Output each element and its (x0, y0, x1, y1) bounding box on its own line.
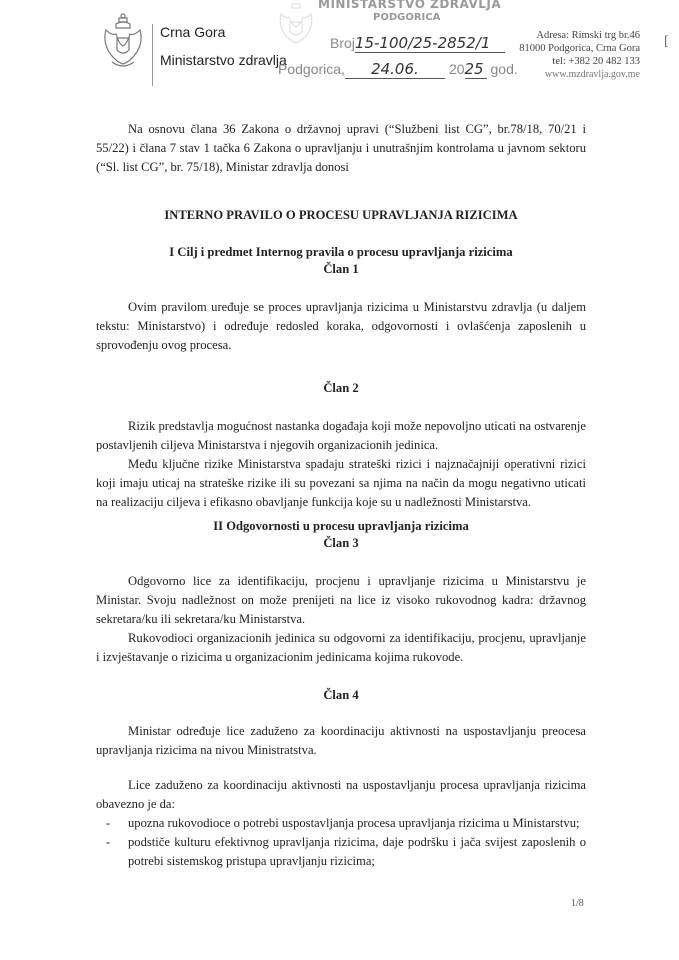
stamp-year-value: 25 (465, 60, 487, 79)
clan2-title: Član 2 (323, 381, 359, 395)
document-title: INTERNO PRAVILO O PROCESU UPRAVLJANJA RIZICIMA (164, 208, 518, 222)
preamble: Na osnovu člana 36 Zakona o državnoj upravi (“Službeni list CG”, br.78/18, 70/21 i 55/22) i člana 7 stav 1 tačka 6 Zakona o upravljanju i unutrašnjim kontrolama u javnom sektoru (“Sl. list CG”, br. 75/18), Ministar zdravlja donosi (96, 122, 586, 174)
address-web: www.mzdravlja.gov.me (544, 69, 640, 80)
stamp-number-row (330, 34, 505, 53)
clan4-title: Član 4 (323, 688, 359, 702)
stamp-place-label: Podgorica, (278, 61, 345, 77)
list-item: - upozna rukovodioce o potrebi uspostavljanja procesa upravljanja rizicima u Ministarstvu; (104, 814, 586, 833)
stamp-crest-icon (278, 0, 314, 50)
header-divider (152, 24, 153, 86)
page-number: 1/8 (571, 898, 584, 909)
clan4-paragraph1: Ministar određuje lice zaduženo za koordinaciju aktivnosti na uspostavljanju preocesa upravljanja rizicima na nivou Ministratstva. (96, 724, 586, 757)
list-item: - podstiče kulturu efektivnog upravljanja rizicima, daje podršku i jača svijest zaposlenih o potrebi sistemskog pristupa upravljanju rizicima; (104, 833, 586, 871)
stamp-date-row (278, 60, 518, 79)
clan2-paragraph1: Rizik predstavlja mogućnost nastanka događaja koji može nepovoljno uticati na ostvarenje postavljenih ciljeva Ministarstva i njegovih organizacionih jedinica. (96, 419, 586, 452)
coat-of-arms-icon (102, 12, 144, 72)
section1-heading: I Cilj i predmet Internog pravila o procesu upravljanja rizicima (169, 245, 513, 259)
stamp-year-suffix: god. (490, 61, 518, 77)
clan4-paragraph2: Lice zaduženo za koordinaciju aktivnosti na uspostavljanju procesa upravljanja rizicima obavezno je da: (96, 778, 586, 811)
edge-mark: [ (664, 34, 669, 49)
ministry-name: Ministarstvo zdravlja (160, 52, 287, 68)
stamp-year-prefix: 20 (448, 61, 465, 77)
stamp-date-value: 24.06. (345, 60, 445, 79)
clan2-paragraph2: Među ključne rizike Ministarstva spadaju strateški rizici i najznačajniji operativni rizici koji imaju uticaj na strateške rizike ili su povezani sa njima na način da mogu negativno uticati na realizaciju ciljeva i efikasno obavljanje funkcija koje su u nadležnosti Ministarstva. (96, 457, 586, 509)
country-name: Crna Gora (160, 24, 226, 40)
clan3-paragraph2: Rukovodioci organizacionih jedinica su odgovorni za identifikaciju, procjenu, upravljanje i izvještavanje o rizicima u organizacionim jedinicama kojima rukovode. (96, 631, 586, 664)
address-line1: Adresa: Rimski trg br.46 (536, 30, 640, 41)
stamp-title: MINISTARSTVO ZDRAVLJA (318, 0, 502, 11)
stamp-city: PODGORICA (373, 12, 441, 23)
clan1-text: Ovim pravilom uređuje se proces upravljanja rizicima u Ministarstvu zdravlja (u daljem tekstu: Ministarstvo) i određuje redosled koraka, odgovornosti i ovlašćenja zaposlenih u sprovođenju ovog procesa. (96, 300, 586, 352)
clan3-paragraph1: Odgovorno lice za identifikaciju, procjenu i upravljanje rizicima u Ministarstvu je Ministar. Svoju nadležnost on može prenijeti na lice iz visoko rukovodnog kadra: državnog sekretara/ku ili sekretara/ku Ministarstva. (96, 574, 586, 626)
clan4-duties-list (104, 814, 586, 871)
section2-heading: II Odgovornosti u procesu upravljanja rizicima (213, 519, 469, 533)
clan3-title: Član 3 (323, 536, 359, 550)
stamp-number-label: Broj (330, 35, 355, 51)
clan1-title: Član 1 (323, 262, 359, 276)
address-line2: 81000 Podgorica, Crna Gora (519, 43, 640, 54)
address-phone: tel: +382 20 482 133 (552, 56, 640, 67)
stamp-number-value: 15-100/25-2852/1 (355, 34, 505, 53)
